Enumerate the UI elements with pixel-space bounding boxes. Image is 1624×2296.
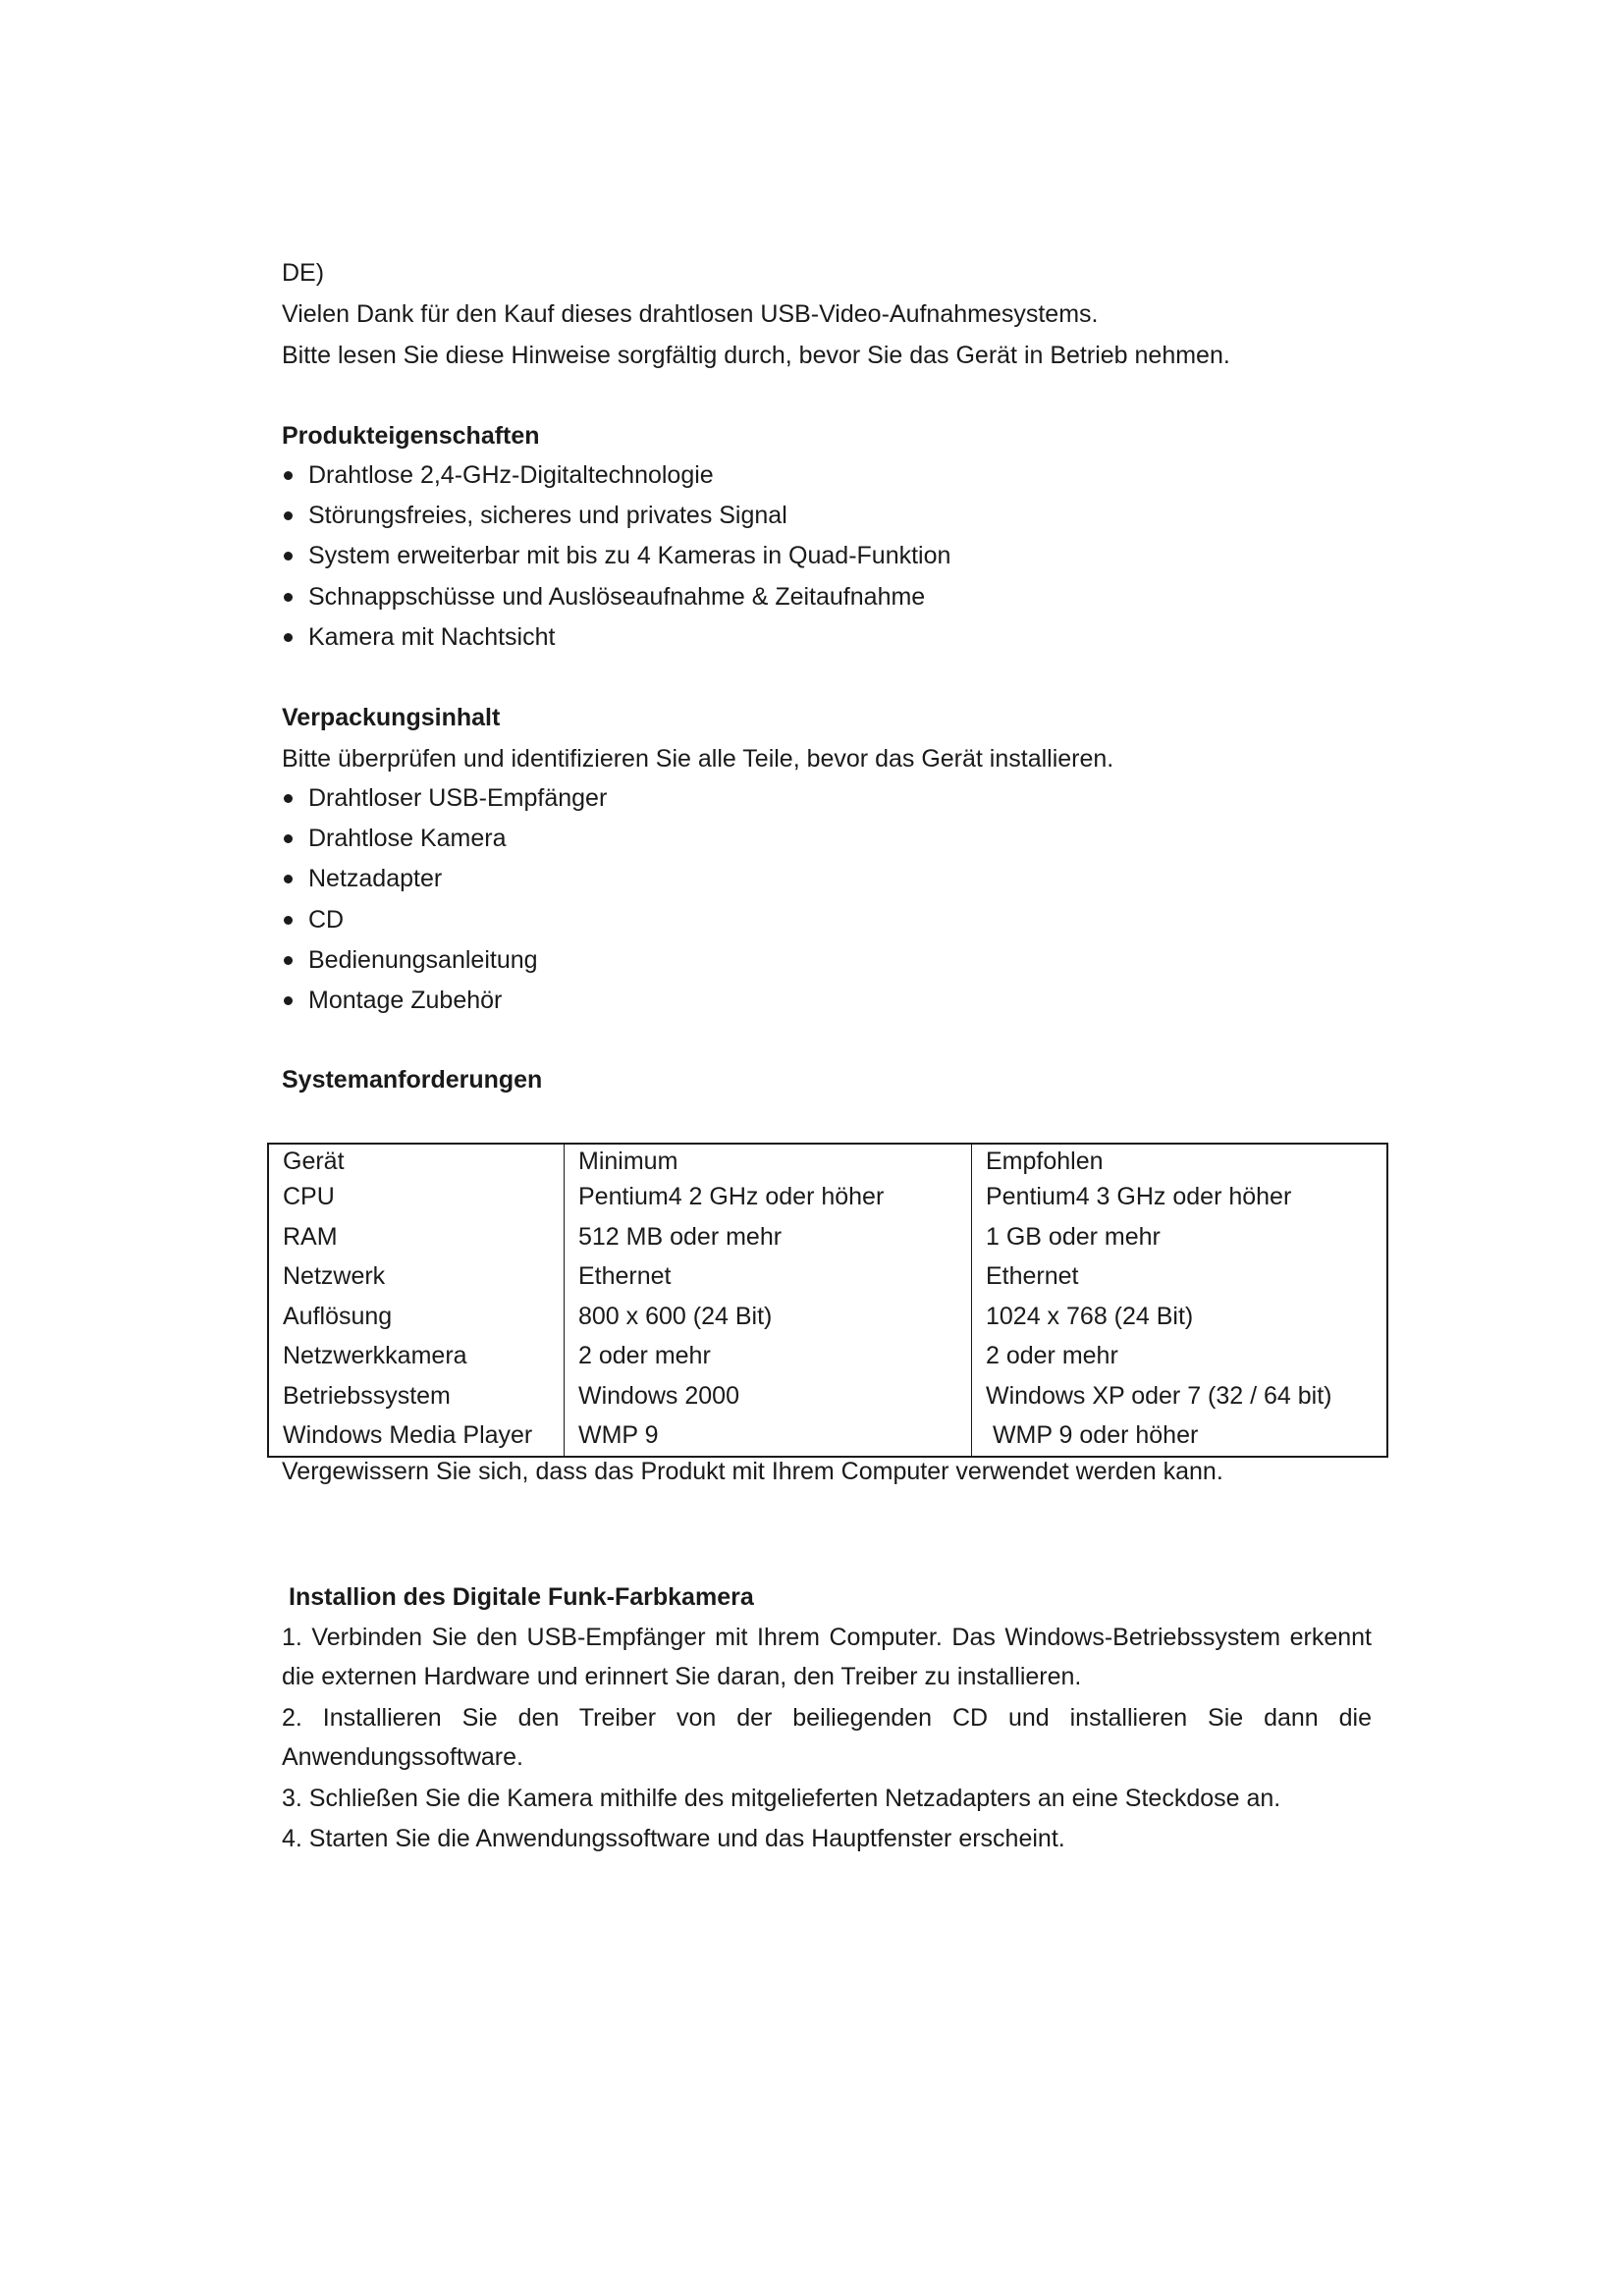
package-intro: Bitte überprüfen und identifizieren Sie alle Teile, bevor das Gerät installieren. xyxy=(282,745,1114,773)
list-item xyxy=(282,783,607,824)
bullet-icon xyxy=(284,633,293,642)
bullet-icon xyxy=(284,996,293,1005)
list-item xyxy=(282,460,950,501)
table-row xyxy=(268,1376,1387,1416)
table-cell: RAM xyxy=(283,1222,338,1251)
list-item xyxy=(282,501,950,541)
column-header: Gerät xyxy=(283,1147,345,1175)
list-item xyxy=(282,864,607,904)
bullet-icon xyxy=(284,794,293,803)
thanks-text: Vielen Dank für den Kauf dieses drahtlosen USB-Video-Aufnahmesystems. xyxy=(282,300,1099,328)
list-item xyxy=(282,622,950,663)
list-item-text: Bedienungsanleitung xyxy=(308,945,538,974)
bullet-icon xyxy=(284,511,293,520)
requirements-table xyxy=(267,1143,1388,1458)
list-item-text: Kamera mit Nachtsicht xyxy=(308,622,556,651)
column-header: Empfohlen xyxy=(972,1144,1388,1177)
list-item xyxy=(282,945,607,986)
bullet-icon xyxy=(284,593,293,602)
installation-step: 2. Installieren Sie den Treiber von der beiliegenden CD und installieren Sie dann die Anwendungssoftware. xyxy=(282,1704,1372,1771)
table-cell: Windows Media Player xyxy=(283,1421,533,1450)
bullet-icon xyxy=(284,834,293,843)
installation-step: 3. Schließen Sie die Kamera mithilfe des mitgelieferten Netzadapters an eine Steckdose an. xyxy=(282,1785,1281,1812)
list-item-text: Störungsfreies, sicheres und privates Signal xyxy=(308,502,787,530)
table-cell: Betriebssystem xyxy=(283,1381,451,1410)
table-header-row xyxy=(268,1144,1387,1177)
list-item-text: Drahtlose Kamera xyxy=(308,825,507,853)
table-cell: 512 MB oder mehr xyxy=(565,1217,972,1257)
table-cell: Auflösung xyxy=(283,1302,393,1330)
table-cell: Netzwerkkamera xyxy=(283,1342,467,1370)
list-item-text: Drahtloser USB-Empfänger xyxy=(308,784,608,812)
requirements-heading: Systemanforderungen xyxy=(282,1066,543,1094)
features-heading: Produkteigenschaften xyxy=(282,422,540,450)
bullet-icon xyxy=(284,916,293,925)
list-item-text: CD xyxy=(308,905,345,934)
features-list xyxy=(282,460,950,663)
table-cell: Ethernet xyxy=(972,1256,1388,1297)
table-cell: 2 oder mehr xyxy=(565,1336,972,1376)
compatibility-note: Vergewissern Sie sich, dass das Produkt mit Ihrem Computer verwendet werden kann. xyxy=(282,1458,1223,1485)
bullet-icon xyxy=(284,875,293,883)
table-cell: WMP 9 xyxy=(565,1415,972,1457)
table-cell: CPU xyxy=(283,1183,335,1211)
bullet-icon xyxy=(284,956,293,965)
table-cell: Pentium4 3 GHz oder höher xyxy=(972,1177,1388,1217)
table-cell: 1024 x 768 (24 Bit) xyxy=(972,1297,1388,1337)
package-list xyxy=(282,783,607,1026)
table-cell: Pentium4 2 GHz oder höher xyxy=(565,1177,972,1217)
list-item-text: Schnappschüsse und Auslöseaufnahme & Zeitaufnahme xyxy=(308,582,926,611)
list-item-text: Montage Zubehör xyxy=(308,986,503,1014)
list-item-text: Netzadapter xyxy=(308,865,443,893)
installation-heading: Installion des Digitale Funk-Farbkamera xyxy=(289,1583,754,1611)
table-cell: WMP 9 oder höher xyxy=(972,1415,1388,1457)
bullet-icon xyxy=(284,471,293,480)
table-cell: Netzwerk xyxy=(283,1262,386,1291)
table-row xyxy=(268,1297,1387,1337)
list-item xyxy=(282,582,950,622)
list-item xyxy=(282,905,607,945)
bullet-icon xyxy=(284,552,293,561)
installation-step: 1. Verbinden Sie den USB-Empfänger mit Ihrem Computer. Das Windows-Betriebssystem erkennt die externen Hardware und erinnert Sie daran, den Treiber zu installieren. xyxy=(282,1624,1372,1690)
table-cell: Ethernet xyxy=(565,1256,972,1297)
table-cell: 1 GB oder mehr xyxy=(972,1217,1388,1257)
table-cell: 2 oder mehr xyxy=(972,1336,1388,1376)
list-item-text: Drahtlose 2,4-GHz-Digitaltechnologie xyxy=(308,461,714,489)
list-item xyxy=(282,986,607,1026)
table-row xyxy=(268,1336,1387,1376)
table-cell: Windows 2000 xyxy=(565,1376,972,1416)
table-cell: 800 x 600 (24 Bit) xyxy=(565,1297,972,1337)
table-row xyxy=(268,1217,1387,1257)
installation-step: 4. Starten Sie die Anwendungssoftware und das Hauptfenster erscheint. xyxy=(282,1825,1065,1852)
list-item-text: System erweiterbar mit bis zu 4 Kameras in Quad-Funktion xyxy=(308,542,951,570)
read-instructions-text: Bitte lesen Sie diese Hinweise sorgfältig durch, bevor Sie das Gerät in Betrieb nehmen. xyxy=(282,342,1230,369)
table-row xyxy=(268,1256,1387,1297)
table-cell: Windows XP oder 7 (32 / 64 bit) xyxy=(972,1376,1388,1416)
language-tag: DE) xyxy=(282,259,325,287)
table-row xyxy=(268,1415,1387,1457)
list-item xyxy=(282,541,950,581)
package-heading: Verpackungsinhalt xyxy=(282,704,501,731)
column-header: Minimum xyxy=(565,1144,972,1177)
list-item xyxy=(282,824,607,864)
table-row xyxy=(268,1177,1387,1217)
